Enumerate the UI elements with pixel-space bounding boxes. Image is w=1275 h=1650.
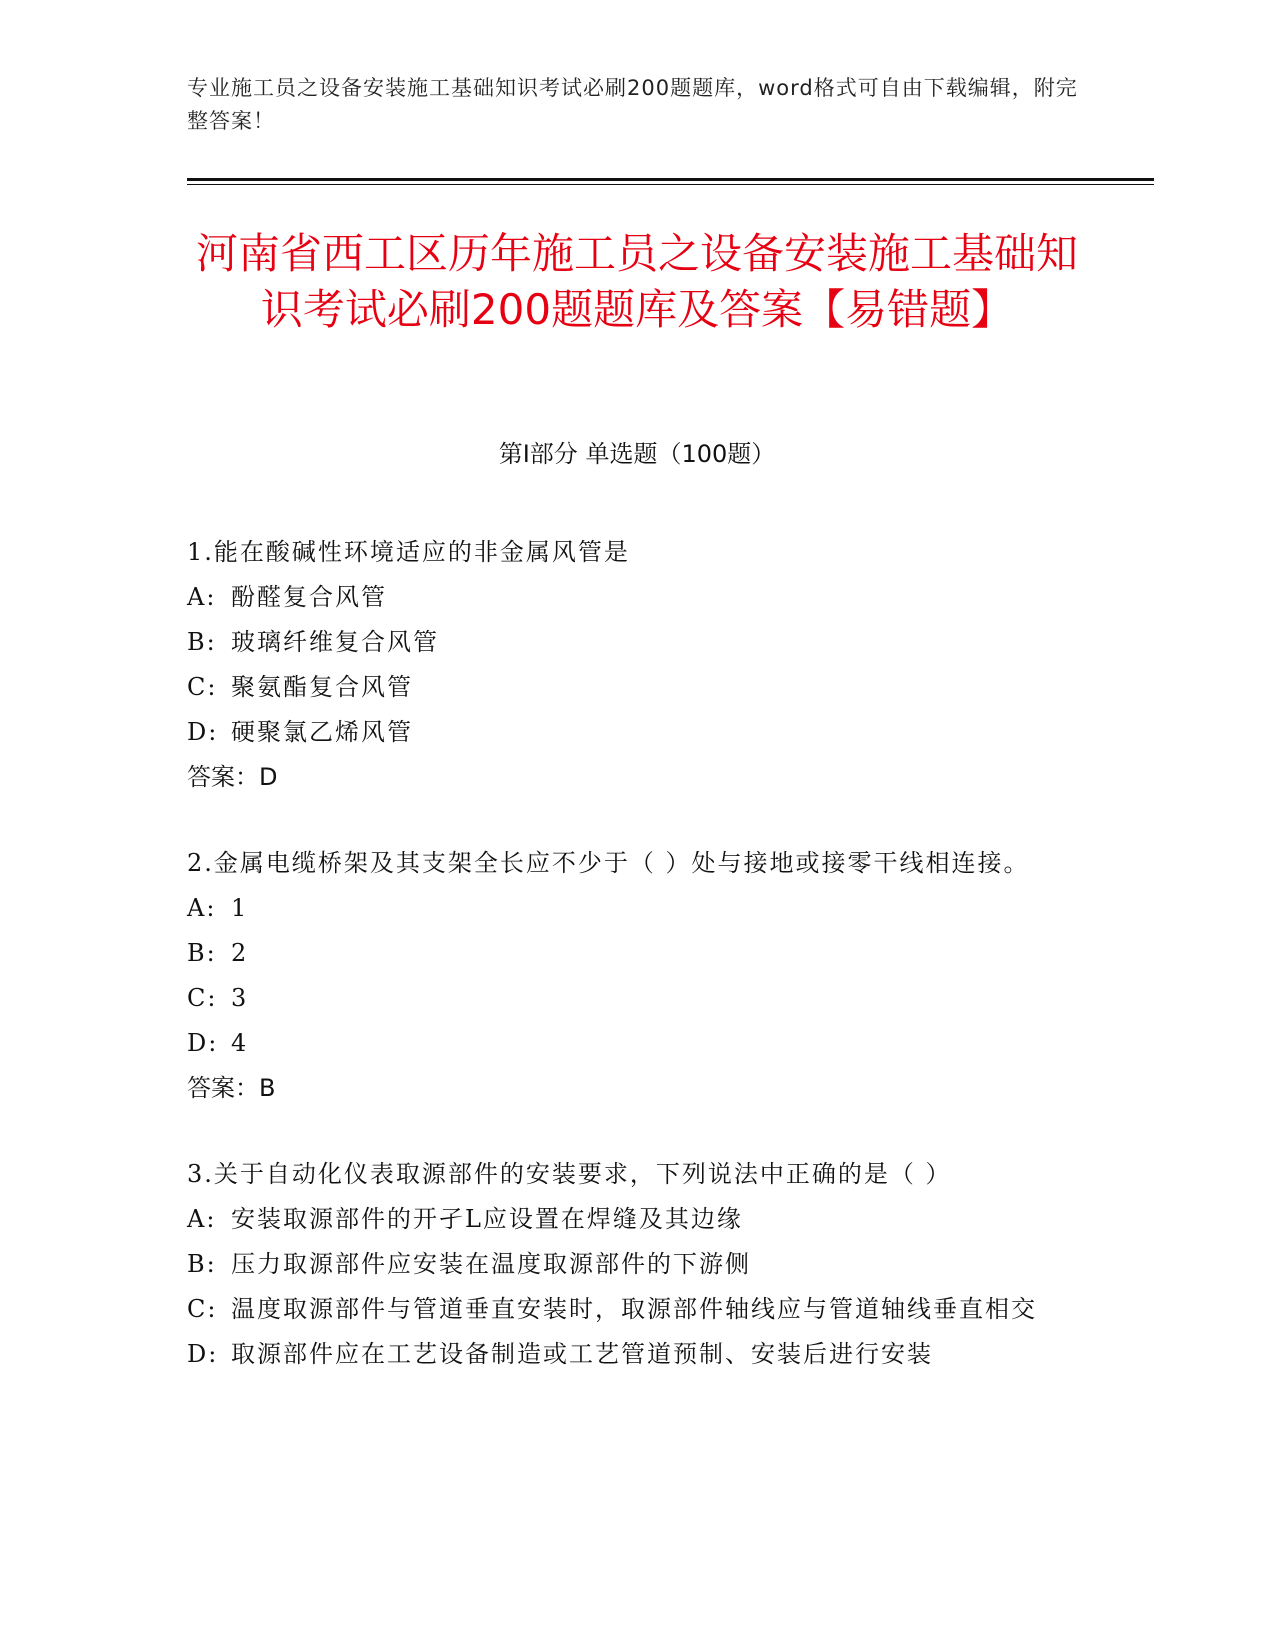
option-b [187, 1242, 1087, 1287]
option-text: 玻璃纤维复合风管 [231, 628, 439, 656]
section-title: 第Ⅰ部分 单选题（100题） [498, 440, 776, 468]
answer: 答案：B [187, 1074, 276, 1102]
option-text: 4 [231, 1029, 249, 1057]
header-rule-thick [187, 178, 1154, 181]
option-text: 1 [231, 894, 249, 922]
option-key: C: [187, 673, 218, 701]
question-stem: 2.金属电缆桥架及其支架全长应不少于（ ）处与接地或接零干线相连接。 [187, 849, 1030, 877]
option-c [187, 665, 1087, 710]
option-a [187, 1197, 1087, 1242]
header-note: 专业施工员之设备安装施工基础知识考试必刷200题题库，word格式可自由下载编辑，附完整答案！ [187, 76, 1078, 133]
option-key: B: [187, 1250, 217, 1278]
option-d [187, 710, 1087, 755]
option-key: B: [187, 628, 217, 656]
option-text: 硬聚氯乙烯风管 [231, 718, 413, 746]
header-rule-thin [187, 184, 1154, 185]
option-key: D: [187, 1029, 219, 1057]
answer: 答案：D [187, 763, 278, 791]
option-key: A: [187, 894, 217, 922]
option-a [187, 575, 1087, 620]
question-3 [187, 1152, 1087, 1377]
question-stem: 1.能在酸碱性环境适应的非金属风管是 [187, 538, 630, 566]
option-text: 3 [231, 984, 249, 1012]
option-text: 取源部件应在工艺设备制造或工艺管道预制、安装后进行安装 [231, 1340, 933, 1368]
option-key: A: [187, 1205, 217, 1233]
option-b [187, 620, 1087, 665]
option-text: 2 [231, 939, 249, 967]
question-1 [187, 530, 1087, 800]
question-stem: 3.关于自动化仪表取源部件的安装要求，下列说法中正确的是（ ） [187, 1160, 952, 1188]
question-list [187, 530, 1087, 1418]
option-key: D: [187, 1340, 219, 1368]
question-2 [187, 841, 1087, 1111]
option-c [187, 976, 1087, 1021]
option-text: 聚氨酯复合风管 [231, 673, 413, 701]
option-c [187, 1287, 1087, 1332]
option-text: 安装取源部件的开孑L应设置在焊缝及其边缘 [231, 1205, 743, 1233]
option-key: C: [187, 984, 218, 1012]
option-key: D: [187, 718, 219, 746]
option-text: 压力取源部件应安装在温度取源部件的下游侧 [231, 1250, 751, 1278]
option-text: 酚醛复合风管 [231, 583, 387, 611]
option-d [187, 1021, 1087, 1066]
option-key: C: [187, 1295, 218, 1323]
option-key: B: [187, 939, 217, 967]
option-key: A: [187, 583, 217, 611]
option-a [187, 886, 1087, 931]
document-title: 河南省西工区历年施工员之设备安装施工基础知识考试必刷200题题库及答案【易错题】 [195, 229, 1078, 334]
option-text: 温度取源部件与管道垂直安装时，取源部件轴线应与管道轴线垂直相交 [231, 1295, 1037, 1323]
option-b [187, 931, 1087, 976]
option-d [187, 1332, 1087, 1377]
